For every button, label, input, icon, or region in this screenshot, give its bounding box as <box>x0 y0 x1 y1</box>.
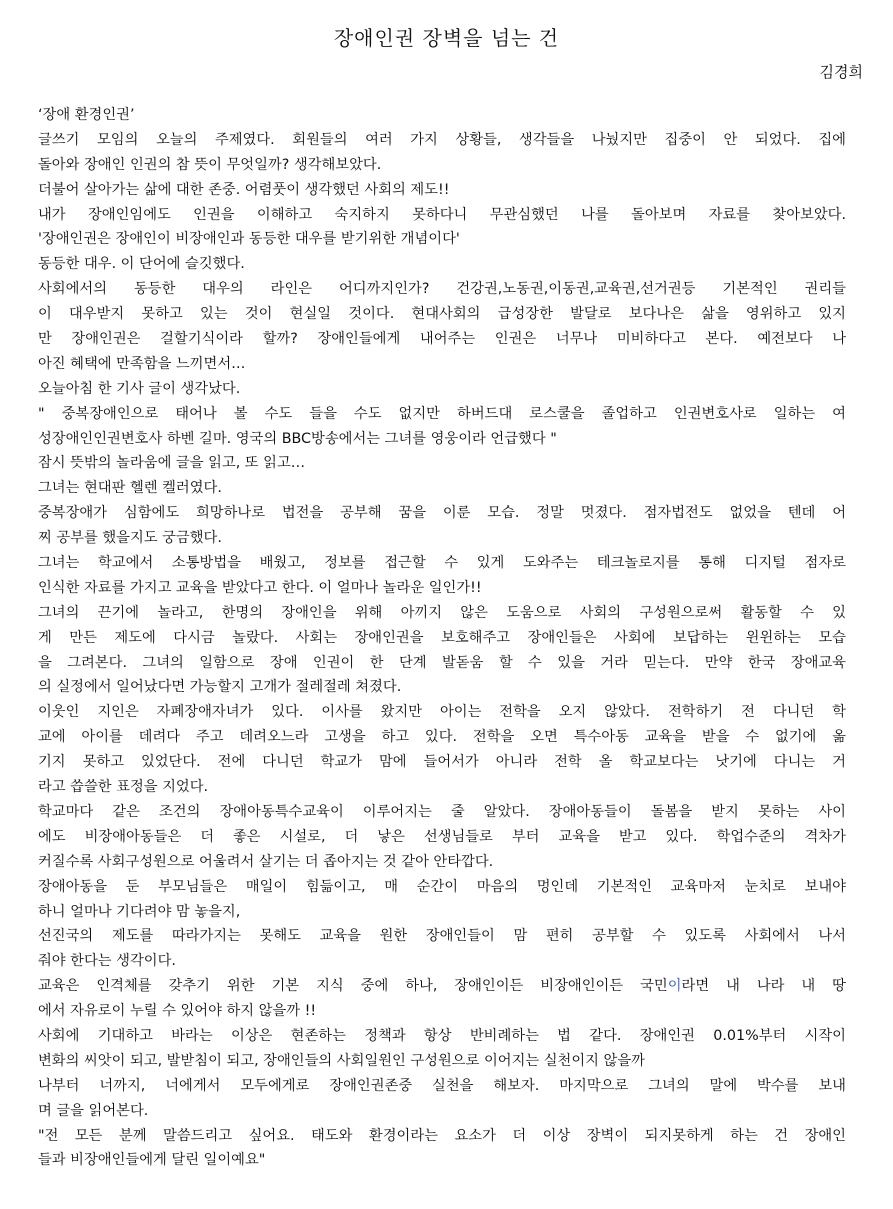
text-line: 의 실정에서 일어났다면 가능할지 고개가 절레절레 쳐졌다. <box>38 679 402 696</box>
text-line: 돌아와 장애인 인권의 참 뜻이 무엇일까? 생각해보았다. <box>38 156 382 173</box>
text-line: 더불어 살아가는 삶에 대한 존중. 어렴풋이 생각했던 사회의 제도!! <box>38 181 450 198</box>
text-line: 인식한 자료를 가지고 교육을 받았다고 한다. 이 얼마나 놀라운 일인가!! <box>38 579 482 596</box>
text-line: 이 대우받지 못하고 있는 것이 현실일 것이다. 현대사회의 급성장한 발달로 보다나은 삶을 영위하고 있지 <box>38 306 846 323</box>
text-line: 그녀의 끈기에 놀라고, 한명의 장애인을 위해 아끼지 않은 도움으로 사회의 구성원으로써 활동할 수 있 <box>38 604 846 621</box>
document-body <box>38 103 846 1173</box>
document-title: 장애인권 장벽을 넘는 건 <box>333 26 560 50</box>
text-line: 교에 아이를 데려다 주고 데려오느라 고생을 하고 있다. 전학을 오면 특수아동 교육을 받을 수 없기에 옮 <box>38 729 846 746</box>
text-line: 장애아동을 둔 부모님들은 매일이 힘듦이고, 매 순간이 마음의 멍인데 기본적인 교육마저 눈치로 보내야 <box>38 878 846 895</box>
text-line: " 중복장애인으로 태어나 볼 수도 들을 수도 없지만 하버드대 로스쿨을 졸업하고 인권변호사로 일하는 여 <box>38 405 846 422</box>
text-line: 커질수록 사회구성원으로 어울려서 살기는 더 좁아지는 것 같아 안타깝다. <box>38 853 494 870</box>
text-line: 글쓰기 모임의 오늘의 주제였다. 회원들의 여러 가지 상황들, 생각들을 나눴지만 집중이 안 되었다. 집에 <box>38 131 846 148</box>
text-line: 잠시 뜻밖의 놀라움에 글을 읽고, 또 읽고… <box>38 455 306 472</box>
text-line: 그녀는 현대판 헬렌 켈러였다. <box>38 480 222 497</box>
text-line: 만 장애인권은 걸할기식이라 할까? 장애인들에게 내어주는 인권은 너무나 미비하다고 본다. 예전보다 나 <box>38 331 846 348</box>
text-line: 오늘아침 한 기사 글이 생각났다. <box>38 380 241 397</box>
author-name: 김경희 <box>819 63 863 81</box>
text-line: 아진 혜택에 만족함을 느끼면서… <box>38 355 246 372</box>
text-line: "전 모든 분께 말씀드리고 싶어요. 태도와 환경이라는 요소가 더 이상 장벽이 되지못하게 하는 건 장애인 <box>38 1127 846 1144</box>
text-line: 며 글을 읽어본다. <box>38 1102 149 1119</box>
text-line: 에서 자유로이 누릴 수 있어야 하지 않을까 !! <box>38 1003 317 1020</box>
text-line: 교육은 인격체를 갖추기 위한 기본 지식 중에 하나, 장애인이든 비장애인이든 국민이라면 내 나라 내 땅 <box>38 978 846 995</box>
text-line: 이웃인 지인은 자폐장애자녀가 있다. 이사를 왔지만 아이는 전학을 오지 않았다. 전학하기 전 다니던 학 <box>38 704 846 721</box>
highlighted-word: 이 <box>667 978 682 995</box>
text-line: 나부터 너까지, 너에게서 모두에게로 장애인권존중 실천을 해보자. 마지막으로 그녀의 말에 박수를 보내 <box>38 1077 846 1094</box>
text-line: 줘야 한다는 생각이다. <box>38 953 176 970</box>
text-line: 그녀는 학교에서 소통방법을 배웠고, 정보를 접근할 수 있게 도와주는 테크놀로지를 통해 디지털 점자로 <box>38 555 846 572</box>
text-line: 기지 못하고 있었단다. 전에 다니던 학교가 맘에 들어서가 아니라 전학 올 학교보다는 낫기에 다니는 거 <box>38 754 846 771</box>
text-line: 게 만든 제도에 다시금 놀랐다. 사회는 장애인권을 보호해주고 장애인들은 사회에 보답하는 윈윈하는 모습 <box>38 629 846 646</box>
text-line: 변화의 씨앗이 되고, 발받침이 되고, 장애인들의 사회일원인 구성원으로 이어지는 실천이지 않을까 <box>38 1052 645 1069</box>
text-line: 에도 비장애아동들은 더 좋은 시설로, 더 낳은 선생님들로 부터 교육을 받고 있다. 학업수준의 격차가 <box>38 828 846 845</box>
text-line: 사회에서의 동등한 대우의 라인은 어디까지인가? 건강권,노동권,이동권,교육권,선거권등 기본적인 권리들 <box>38 281 846 298</box>
text-line: 을 그려본다. 그녀의 일함으로 장애 인권이 한 단계 발돋움 할 수 있을 거라 믿는다. 만약 한국 장애교육 <box>38 654 846 671</box>
text-line: 하니 얼마나 기다려야 맘 놓을지, <box>38 903 241 920</box>
text-line: '장애인권은 장애인이 비장애인과 동등한 대우를 받기위한 개념이다' <box>38 231 460 248</box>
text-line: ‘장애 환경인권’ <box>38 107 135 123</box>
text-line: 동등한 대우. 이 단어에 슬깃했다. <box>38 256 245 273</box>
text-line: 성장애인인권변호사 하벤 길마. 영국의 BBC방송에서는 그녀를 영웅이라 언급했다 " <box>38 430 557 447</box>
text-line: 사회에 기대하고 바라는 이상은 현존하는 정책과 항상 반비례하는 법 같다. 장애인권 0.01%부터 시작이 <box>38 1027 846 1044</box>
text-line: 선진국의 제도를 따라가지는 못해도 교육을 원한 장애인들이 맘 편히 공부할 수 있도록 사회에서 나서 <box>38 928 846 945</box>
text-line: 들과 비장애인들에게 달린 일이예요" <box>38 1152 266 1169</box>
text-line: 학교마다 같은 조건의 장애아동특수교육이 이루어지는 줄 알았다. 장애아동들이 돌봄을 받지 못하는 사이 <box>38 803 846 820</box>
text-line: 내가 장애인임에도 인권을 이해하고 숙지하지 못하다니 무관심했던 나를 돌아보며 자료를 찾아보았다. <box>38 206 846 223</box>
text-line: 중복장애가 심함에도 희망하나로 법전을 공부해 꿈을 이룬 모습. 정말 멋졌다. 점자법전도 없었을 텐데 어 <box>38 505 846 522</box>
text-line: 찌 공부를 했을지도 궁금했다. <box>38 530 222 547</box>
text-line: 라고 씁쓸한 표정을 지었다. <box>38 779 209 796</box>
